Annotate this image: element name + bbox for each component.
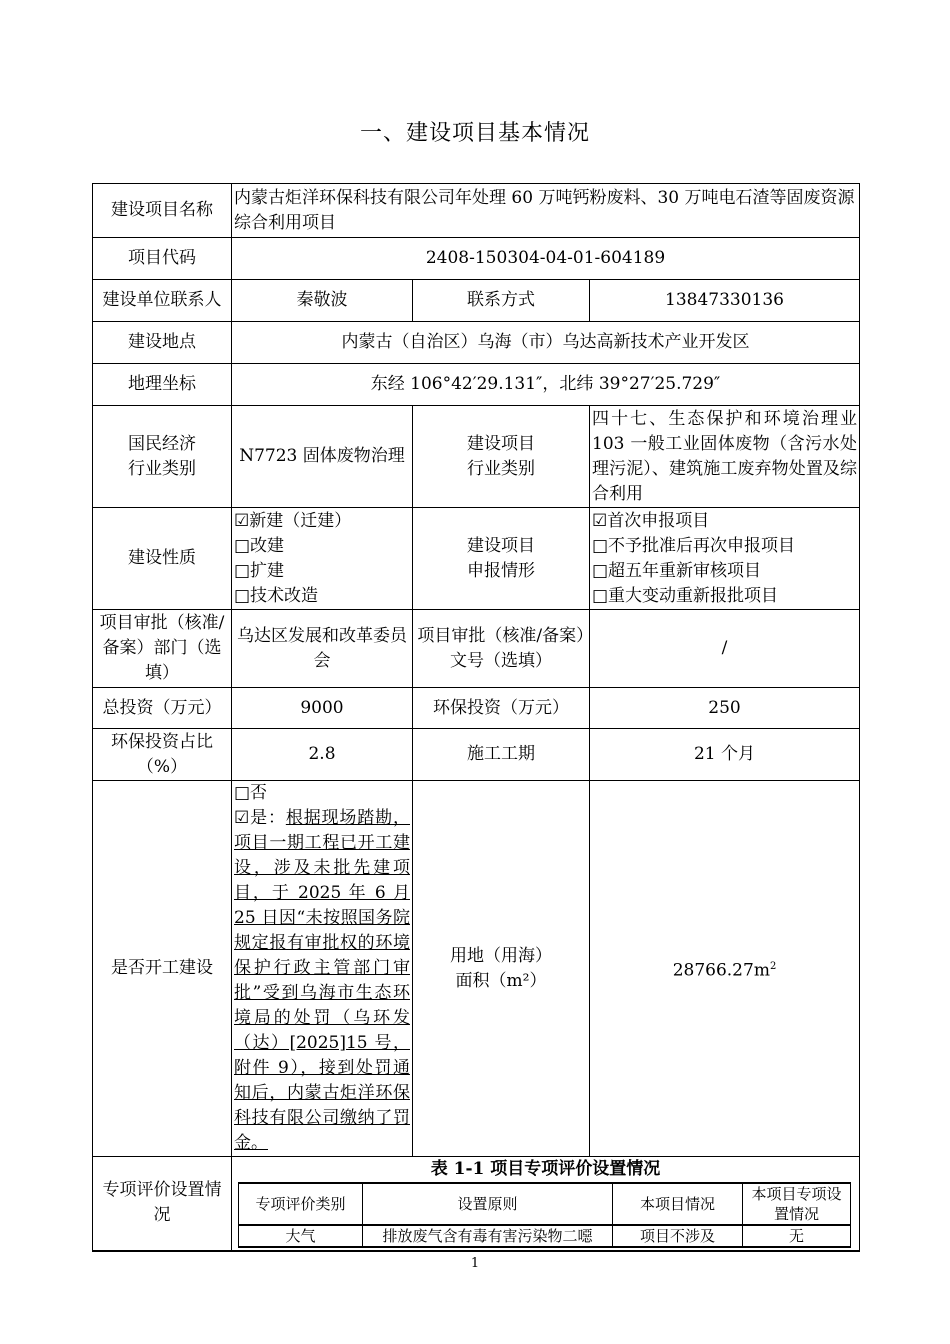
declaration-option-resubmit: □不予批准后再次申报项目 [592, 535, 796, 556]
value-land-area-sup: 2 [769, 960, 777, 972]
special-table-cell [232, 1157, 860, 1251]
special-cell-category: 大气 [239, 1225, 363, 1247]
value-location: 内蒙古（自治区）乌海（市）乌达高新技术产业开发区 [232, 322, 860, 364]
page-number: 1 [470, 1256, 480, 1271]
label-coords: 地理坐标 [93, 364, 232, 406]
project-info-table [92, 183, 860, 1252]
label-project-name: 建设项目名称 [93, 184, 232, 238]
special-table-header [239, 1183, 851, 1225]
row-project-code [93, 238, 860, 280]
value-approval-dept: 乌达区发展和改革委员会 [232, 610, 413, 688]
row-industry [93, 406, 860, 508]
value-env-investment: 250 [590, 688, 860, 729]
special-table-caption: 表 1-1 项目专项评价设置情况 [430, 1159, 661, 1179]
label-nature: 建设性质 [93, 508, 232, 610]
value-project-code: 2408-150304-04-01-604189 [232, 238, 860, 280]
label-started: 是否开工建设 [93, 781, 232, 1157]
special-header-principle: 设置原则 [363, 1183, 613, 1225]
special-cell-principle: 排放废气含有毒有害污染物二噁 [363, 1225, 613, 1247]
label-declaration-text: 建设项目申报情形 [467, 535, 535, 581]
value-land-area-number: 28766.27m [672, 960, 770, 981]
table-row [239, 1225, 851, 1247]
row-nature [93, 508, 860, 610]
label-land-area [413, 781, 590, 1157]
nature-options [232, 508, 413, 610]
declaration-option-five-years: □超五年重新审核项目 [592, 560, 762, 581]
row-special [93, 1157, 860, 1251]
label-declaration [413, 508, 590, 610]
row-coords [93, 364, 860, 406]
special-header-setting: 本项目专项设置情况 [743, 1183, 851, 1225]
row-contact [93, 280, 860, 322]
value-project-name: 内蒙古炬洋环保科技有限公司年处理 60 万吨钙粉废料、30 万吨电石渣等固废资源综合利用项目 [232, 184, 860, 238]
value-project-industry: 四十七、生态保护和环境治理业 103 一般工业固体废物（含污水处理污泥）、建筑施工废弃物处置及综合利用 [590, 406, 860, 508]
started-detail: 根据现场踏勘，项目一期工程已开工建设，涉及未批先建项目，于 2025 年 6 月 25 日因“未按照国务院规定报有审批权的环境保护行政主管部门审批”受到乌海市生态环境局的处罚（乌环发（达）[2025]15 号，附件 9），接到处罚通知后，内蒙古炬洋环保科技有限公司缴纳了罚金。 [234, 808, 410, 1153]
nature-option-expand: □扩建 [234, 560, 285, 581]
label-env-investment: 环保投资（万元） [413, 688, 590, 729]
special-header-project: 本项目情况 [613, 1183, 743, 1225]
value-coords: 东经 106°42′29.131″，北纬 39°27′25.729″ [232, 364, 860, 406]
row-approval [93, 610, 860, 688]
declaration-option-major-change: □重大变动重新报批项目 [592, 585, 779, 606]
row-ratio [93, 729, 860, 781]
row-location [93, 322, 860, 364]
special-cell-project: 项目不涉及 [613, 1225, 743, 1247]
special-cell-setting: 无 [743, 1225, 851, 1247]
label-special [93, 1157, 232, 1251]
label-special-text: 专项评价设置情况 [102, 1180, 222, 1226]
special-table [238, 1182, 851, 1248]
nature-option-new: ☑新建（迁建） [234, 510, 352, 531]
row-project-name [93, 184, 860, 238]
label-industry-text: 国民经济行业类别 [128, 433, 196, 479]
value-approval-doc: / [590, 610, 860, 688]
label-contact: 建设单位联系人 [93, 280, 232, 322]
value-total-investment: 9000 [232, 688, 413, 729]
label-project-industry-text: 建设项目行业类别 [467, 433, 535, 479]
value-contact-name: 秦敬波 [232, 280, 413, 322]
declaration-options [590, 508, 860, 610]
page-title: 一、建设项目基本情况 [359, 121, 590, 146]
label-env-ratio: 环保投资占比（%） [93, 729, 232, 781]
value-construction-period: 21 个月 [590, 729, 860, 781]
label-land-area-text: 用地（用海）面积（m²） [450, 945, 552, 991]
value-env-ratio: 2.8 [232, 729, 413, 781]
label-approval-doc: 项目审批（核准/备案）文号（选填） [413, 610, 590, 688]
label-location: 建设地点 [93, 322, 232, 364]
label-construction-period: 施工工期 [413, 729, 590, 781]
special-header-category: 专项评价类别 [239, 1183, 363, 1225]
started-option-yes-label: ☑是： [234, 808, 286, 828]
label-project-industry [413, 406, 590, 508]
declaration-option-first: ☑首次申报项目 [592, 510, 710, 531]
row-investment [93, 688, 860, 729]
value-started [232, 781, 413, 1157]
value-industry: N7723 固体废物治理 [232, 406, 413, 508]
nature-option-tech: □技术改造 [234, 585, 319, 606]
label-project-code: 项目代码 [93, 238, 232, 280]
nature-option-rebuild: □改建 [234, 535, 285, 556]
started-option-yes [234, 806, 410, 1156]
label-contact-method: 联系方式 [413, 280, 590, 322]
label-approval-dept: 项目审批（核准/备案）部门（选填） [93, 610, 232, 688]
label-total-investment: 总投资（万元） [93, 688, 232, 729]
row-started [93, 781, 860, 1157]
label-industry [93, 406, 232, 508]
value-contact-phone: 13847330136 [590, 280, 860, 322]
value-land-area [590, 781, 860, 1157]
started-option-no: □否 [234, 783, 268, 803]
